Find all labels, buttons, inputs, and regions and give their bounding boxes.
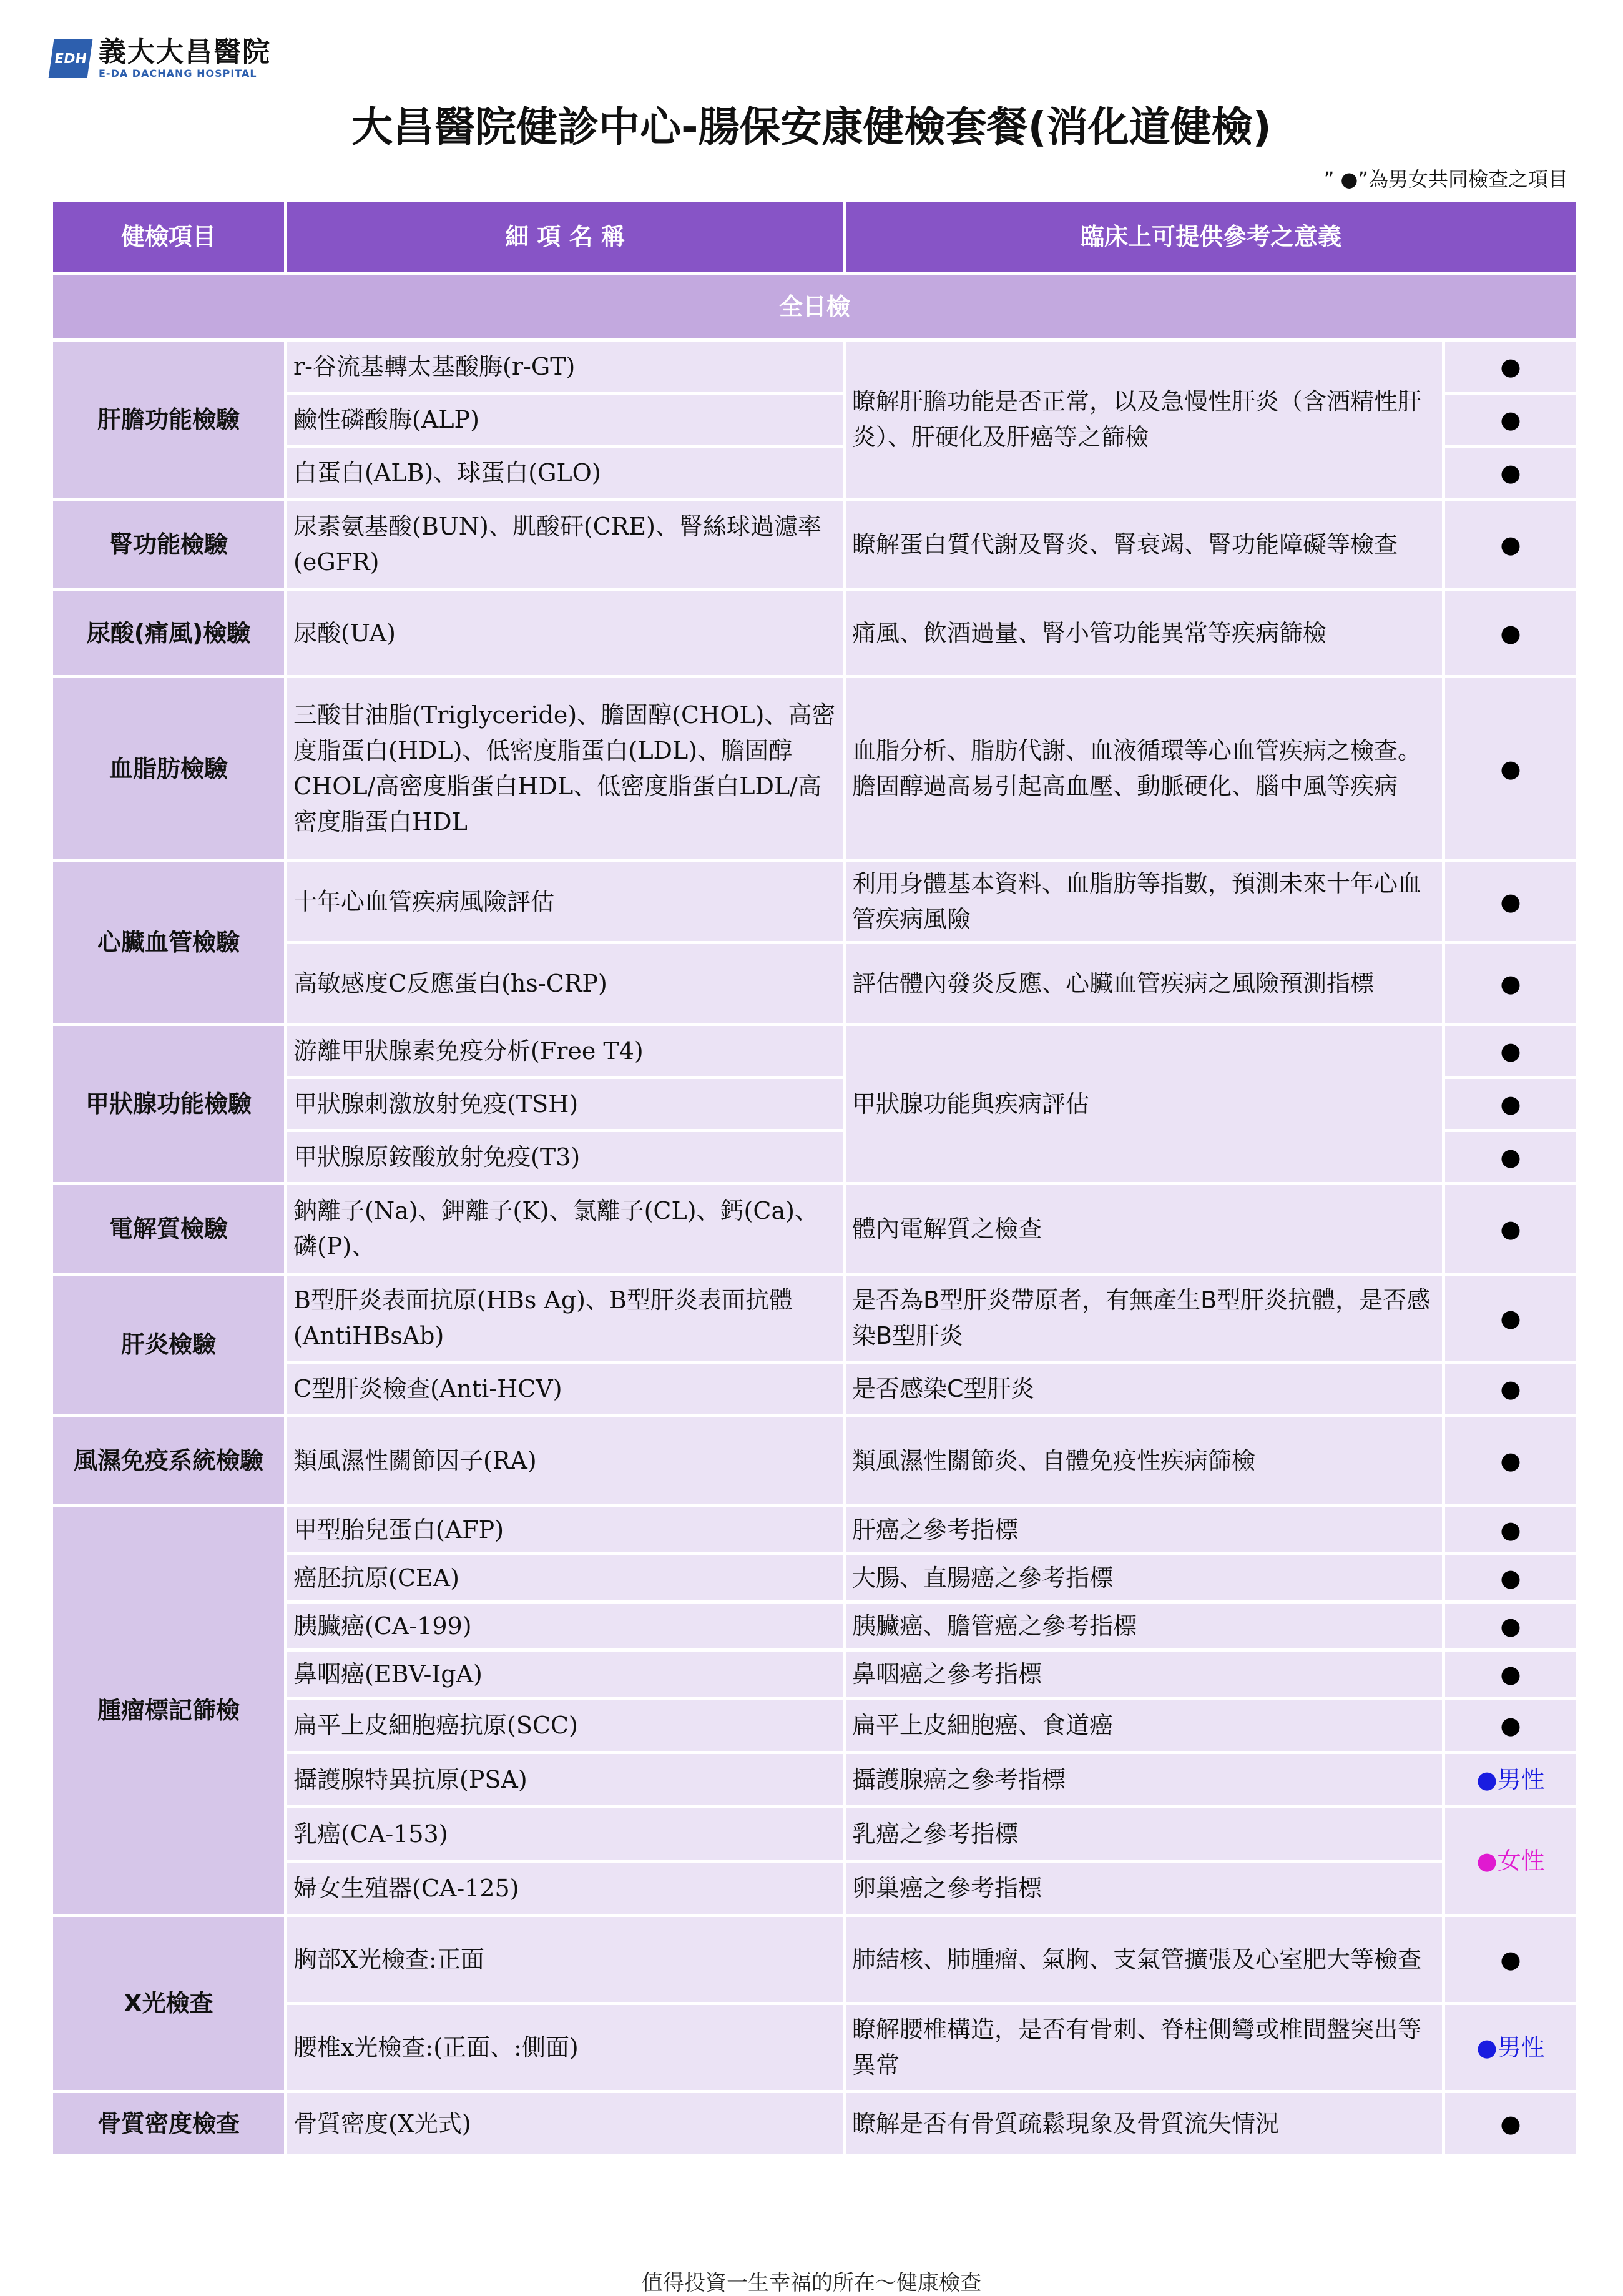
meaning-kidney: 瞭解蛋白質代謝及腎炎、腎衰竭、腎功能障礙等檢查: [846, 501, 1442, 588]
mark-rgt: ●: [1445, 342, 1576, 392]
category-xray: X光檢查: [53, 1917, 284, 2090]
category-tumor: 腫瘤標記篩檢: [53, 1507, 284, 1914]
mark-kidney: ●: [1445, 501, 1576, 588]
meaning-ca199: 胰臟癌、膽管癌之參考指標: [846, 1604, 1442, 1648]
meaning-ca153: 乳癌之參考指標: [846, 1808, 1442, 1860]
category-heart: 心臟血管檢驗: [53, 862, 284, 1023]
category-thyroid: 甲狀腺功能檢驗: [53, 1026, 284, 1182]
category-electrolyte: 電解質檢驗: [53, 1185, 284, 1273]
mark-ft4: ●: [1445, 1026, 1576, 1076]
item-alp: 鹼性磷酸脢(ALP): [287, 395, 843, 445]
item-kidney: 尿素氨基酸(BUN)、肌酸矸(CRE)、腎絲球過濾率(eGFR): [287, 501, 843, 588]
mark-lipid: ●: [1445, 678, 1576, 859]
item-ca199: 胰臟癌(CA-199): [287, 1604, 843, 1648]
meaning-thyroid: 甲狀腺功能與疾病評估: [846, 1026, 1442, 1182]
item-scc: 扁平上皮細胞癌抗原(SCC): [287, 1700, 843, 1751]
item-hbv: B型肝炎表面抗原(HBs Ag)、B型肝炎表面抗體(AntiHBsAb): [287, 1276, 843, 1361]
category-hepatitis: 肝炎檢驗: [53, 1276, 284, 1414]
category-kidney: 腎功能檢驗: [53, 501, 284, 588]
meaning-liver: 瞭解肝膽功能是否正常，以及急慢性肝炎（含酒精性肝炎）、肝硬化及肝癌等之篩檢: [846, 342, 1442, 498]
category-liver: 肝膽功能檢驗: [53, 342, 284, 498]
mark-hcv: ●: [1445, 1364, 1576, 1414]
logo-name-zh: 義大大昌醫院: [99, 36, 271, 68]
category-lipid: 血脂肪檢驗: [53, 678, 284, 859]
meaning-cea: 大腸、直腸癌之參考指標: [846, 1555, 1442, 1600]
mark-ra: ●: [1445, 1417, 1576, 1504]
item-rgt: r-谷流基轉太基酸脢(r-GT): [287, 342, 843, 392]
hospital-logo: [51, 36, 271, 79]
meaning-spine-xray: 瞭解腰椎構造，是否有骨刺、脊柱側彎或椎間盤突出等異常: [846, 2005, 1442, 2090]
category-bone: 骨質密度檢查: [53, 2093, 284, 2154]
meaning-ca125: 卵巢癌之參考指標: [846, 1863, 1442, 1914]
mark-chest-xray: ●: [1445, 1917, 1576, 2002]
mark-electrolyte: ●: [1445, 1185, 1576, 1273]
header-meaning: 臨床上可提供參考之意義: [846, 202, 1576, 272]
item-afp: 甲型胎兒蛋白(AFP): [287, 1507, 843, 1552]
meaning-scc: 扁平上皮細胞癌、食道癌: [846, 1700, 1442, 1751]
item-psa: 攝護腺特異抗原(PSA): [287, 1754, 843, 1805]
meaning-psa: 攝護腺癌之參考指標: [846, 1754, 1442, 1805]
logo-mark: EDH: [49, 39, 93, 78]
item-cea: 癌胚抗原(CEA): [287, 1555, 843, 1600]
mark-spine-xray-male: ●男性: [1445, 2005, 1576, 2090]
meaning-bone: 瞭解是否有骨質疏鬆現象及骨質流失情況: [846, 2093, 1442, 2154]
item-hcv: C型肝炎檢查(Anti-HCV): [287, 1364, 843, 1414]
category-rheum: 風濕免疫系統檢驗: [53, 1417, 284, 1504]
meaning-hscrp: 評估體內發炎反應、心臟血管疾病之風險預測指標: [846, 944, 1442, 1023]
mark-uric: ●: [1445, 591, 1576, 675]
item-ra: 類風濕性關節因子(RA): [287, 1417, 843, 1504]
mark-t3: ●: [1445, 1132, 1576, 1182]
header-item: 細 項 名 稱: [287, 202, 843, 272]
mark-afp: ●: [1445, 1507, 1576, 1552]
item-cv-risk: 十年心血管疾病風險評估: [287, 862, 843, 941]
header-category: 健檢項目: [53, 202, 284, 272]
mark-alp: ●: [1445, 395, 1576, 445]
mark-hscrp: ●: [1445, 944, 1576, 1023]
meaning-hcv: 是否感染C型肝炎: [846, 1364, 1442, 1414]
meaning-electrolyte: 體內電解質之檢查: [846, 1185, 1442, 1273]
item-alb: 白蛋白(ALB)、球蛋白(GLO): [287, 448, 843, 498]
mark-tsh: ●: [1445, 1079, 1576, 1129]
mark-cea: ●: [1445, 1555, 1576, 1600]
meaning-hbv: 是否為B型肝炎帶原者，有無產生B型肝炎抗體，是否感染B型肝炎: [846, 1276, 1442, 1361]
category-uric: 尿酸(痛風)檢驗: [53, 591, 284, 675]
mark-ebv: ●: [1445, 1652, 1576, 1697]
legend-note: ” ●”為男女共同檢查之項目: [1323, 167, 1568, 191]
item-electrolyte: 鈉離子(Na)、鉀離子(K)、氯離子(CL)、鈣(Ca)、磷(P)、: [287, 1185, 843, 1273]
item-lipid: 三酸甘油脂(Triglyceride)、膽固醇(CHOL)、高密度脂蛋白(HDL)、低密度脂蛋白(LDL)、膽固醇CHOL/高密度脂蛋白HDL、低密度脂蛋白LDL/高密度脂蛋白HDL: [287, 678, 843, 859]
item-tsh: 甲狀腺刺激放射免疫(TSH): [287, 1079, 843, 1129]
mark-hbv: ●: [1445, 1276, 1576, 1361]
section-full-day: 全日檢: [53, 275, 1576, 338]
mark-female: ●女性: [1445, 1808, 1576, 1914]
mark-psa-male: ●男性: [1445, 1754, 1576, 1805]
item-ca125: 婦女生殖器(CA-125): [287, 1863, 843, 1914]
item-spine-xray: 腰椎x光檢查:(正面、:側面): [287, 2005, 843, 2090]
item-chest-xray: 胸部X光檢查:正面: [287, 1917, 843, 2002]
meaning-chest-xray: 肺結核、肺腫瘤、氣胸、支氣管擴張及心室肥大等檢查: [846, 1917, 1442, 2002]
item-ebv: 鼻咽癌(EBV-IgA): [287, 1652, 843, 1697]
item-uric: 尿酸(UA): [287, 591, 843, 675]
item-ft4: 游離甲狀腺素免疫分析(Free T4): [287, 1026, 843, 1076]
mark-ca199: ●: [1445, 1604, 1576, 1648]
logo-name-en: E-DA DACHANG HOSPITAL: [99, 67, 257, 79]
meaning-uric: 痛風、飲酒過量、腎小管功能異常等疾病篩檢: [846, 591, 1442, 675]
item-t3: 甲狀腺原銨酸放射免疫(T3): [287, 1132, 843, 1182]
meaning-ra: 類風濕性關節炎、自體免疫性疾病篩檢: [846, 1417, 1442, 1504]
checkup-table: [50, 199, 1579, 2157]
meaning-cv-risk: 利用身體基本資料、血脂肪等指數，預測未來十年心血管疾病風險: [846, 862, 1442, 941]
item-bone: 骨質密度(X光式): [287, 2093, 843, 2154]
mark-cv-risk: ●: [1445, 862, 1576, 941]
page-title: 大昌醫院健診中心-腸保安康健檢套餐(消化道健檢): [351, 103, 1272, 151]
footer-slogan: 值得投資一生幸福的所在～健康檢查: [642, 2270, 981, 2295]
meaning-ebv: 鼻咽癌之參考指標: [846, 1652, 1442, 1697]
item-hscrp: 高敏感度C反應蛋白(hs-CRP): [287, 944, 843, 1023]
mark-bone: ●: [1445, 2093, 1576, 2154]
mark-alb: ●: [1445, 448, 1576, 498]
mark-scc: ●: [1445, 1700, 1576, 1751]
meaning-lipid: 血脂分析、脂肪代謝、血液循環等心血管疾病之檢查。膽固醇過高易引起高血壓、動脈硬化、腦中風等疾病: [846, 678, 1442, 859]
meaning-afp: 肝癌之參考指標: [846, 1507, 1442, 1552]
item-ca153: 乳癌(CA-153): [287, 1808, 843, 1860]
